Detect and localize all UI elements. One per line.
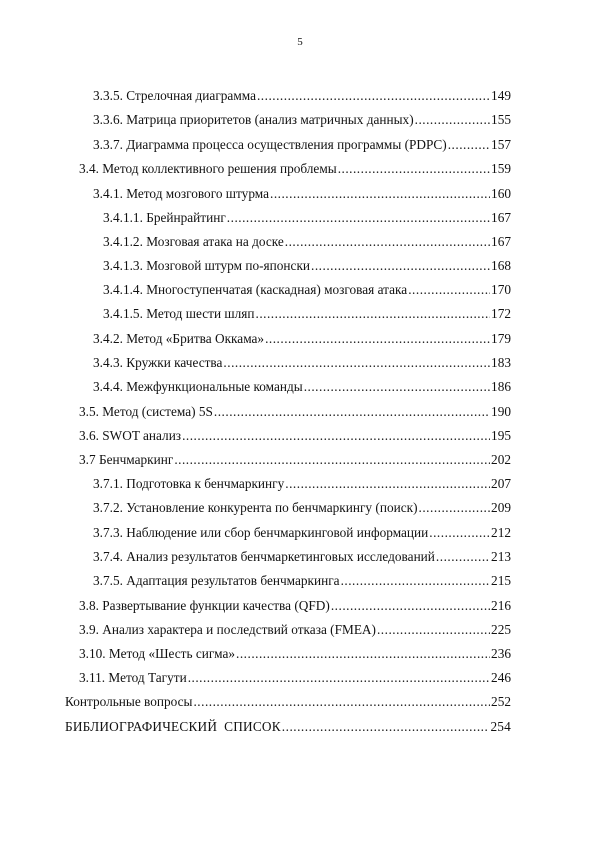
toc-entry-page: 170 (491, 282, 511, 297)
toc-entry[interactable] (103, 210, 511, 226)
toc-entry-title: 3.7.2. Установление конкурента по бенчмаркингу (поиск) (93, 500, 418, 515)
toc-leader (223, 355, 490, 371)
toc-entry-title: 3.7 Бенчмаркинг (79, 452, 174, 467)
toc-entry-title: 3.4. Метод коллективного решения проблемы (79, 161, 337, 176)
toc-leader (338, 161, 490, 177)
toc-entry-page: 160 (491, 186, 511, 201)
toc-entry-title: 3.4.1.1. Брейнрайтинг (103, 210, 226, 225)
toc-leader (341, 573, 490, 589)
toc-entry-page: 157 (491, 137, 511, 152)
toc-entry-page: 252 (491, 694, 511, 709)
toc-entry-title: 3.9. Анализ характера и последствий отказа (FMEA) (79, 622, 376, 637)
toc-entry-title: БИБЛИОГРАФИЧЕСКИЙ СПИСОК (65, 719, 281, 734)
toc-entry-page: 207 (491, 476, 511, 491)
toc-entry-title: 3.4.1.3. Мозговой штурм по-японски (103, 258, 311, 273)
toc-entry[interactable] (93, 573, 511, 589)
toc-entry[interactable] (93, 500, 511, 516)
toc-entry-page: 202 (491, 452, 511, 467)
toc-entry[interactable] (93, 88, 511, 104)
toc-entry-page: 172 (491, 306, 511, 321)
toc-entry-title: 3.4.1.4. Многоступенчатая (каскадная) мозговая атака (103, 282, 408, 297)
toc-leader (377, 622, 490, 638)
toc-leader (174, 452, 490, 468)
toc-entry[interactable] (103, 234, 511, 250)
toc-entry-title: 3.3.5. Стрелочная диаграмма (93, 88, 256, 103)
toc-entry[interactable] (79, 452, 511, 468)
toc-entry[interactable] (79, 670, 511, 686)
toc-entry[interactable] (79, 646, 511, 662)
toc-entry-page: 168 (491, 258, 511, 273)
toc-leader (282, 719, 490, 735)
toc-entry-page: 149 (491, 88, 511, 103)
toc-entry-title: 3.4.1.5. Метод шести шляп (103, 306, 255, 321)
toc-entry[interactable] (93, 379, 511, 395)
page-number: 5 (297, 36, 303, 48)
toc-entry[interactable] (103, 282, 511, 298)
toc-entry-page: 159 (491, 161, 511, 176)
toc-leader (270, 186, 490, 202)
toc-entry[interactable] (79, 404, 511, 420)
toc-entry-title: 3.10. Метод «Шесть сигма» (79, 646, 236, 661)
toc-entry[interactable] (93, 355, 511, 371)
toc-entry-page: 190 (491, 404, 511, 419)
toc-leader (182, 428, 490, 444)
toc-leader (408, 282, 490, 298)
toc-entry-page: 167 (491, 234, 511, 249)
toc-entry-page: 195 (491, 428, 511, 443)
toc-entry-title: 3.4.4. Межфункциональные команды (93, 379, 303, 394)
toc-entry[interactable] (79, 428, 511, 444)
toc-entry-title: 3.7.4. Анализ результатов бенчмаркетинговых исследований (93, 549, 435, 564)
toc-entry[interactable] (93, 549, 511, 565)
toc-entry-page: 236 (491, 646, 511, 661)
toc-entry-page: 216 (491, 598, 511, 613)
toc-entry[interactable] (65, 694, 511, 710)
toc-entry-page: 215 (491, 573, 511, 588)
toc-entry-page: 254 (490, 719, 511, 734)
toc-entry-title: Контрольные вопросы (65, 694, 193, 709)
toc-leader (415, 112, 490, 128)
toc-entry[interactable] (93, 331, 511, 347)
toc-entry[interactable] (93, 476, 511, 492)
toc-leader (193, 694, 490, 710)
toc-entry-title: 3.7.3. Наблюдение или сбор бенчмаркинговой информации (93, 525, 429, 540)
toc-leader (227, 210, 490, 226)
toc-entry-page: 212 (491, 525, 511, 540)
toc-entry-title: 3.4.1.2. Мозговая атака на доске (103, 234, 284, 249)
toc-entry-page: 155 (491, 112, 511, 127)
toc-leader (311, 258, 490, 274)
toc-leader (419, 500, 491, 516)
toc-leader (257, 88, 490, 104)
toc-entry[interactable] (93, 186, 511, 202)
toc-entry-page: 186 (491, 379, 511, 394)
toc-entry-title: 3.4.1. Метод мозгового штурма (93, 186, 269, 201)
toc-leader (436, 549, 490, 565)
toc-leader (188, 670, 490, 686)
toc-entry-page: 246 (491, 670, 511, 685)
toc-leader (256, 306, 491, 322)
toc-entry[interactable] (79, 622, 511, 638)
toc-entry-title: 3.4.2. Метод «Бритва Оккама» (93, 331, 265, 346)
toc-entry-title: 3.4.3. Кружки качества (93, 355, 223, 370)
toc-entry-page: 179 (491, 331, 511, 346)
toc-entry-title: 3.8. Развертывание функции качества (QFD) (79, 598, 330, 613)
toc-entry-page: 225 (491, 622, 511, 637)
toc-entry[interactable] (93, 525, 511, 541)
toc-entry-title: 3.7.1. Подготовка к бенчмаркингу (93, 476, 285, 491)
toc-entry-title: 3.3.6. Матрица приоритетов (анализ матричных данных) (93, 112, 414, 127)
toc-entry-title: 3.11. Метод Тагути (79, 670, 187, 685)
toc-leader (265, 331, 490, 347)
toc-entry[interactable] (93, 137, 511, 153)
toc-entry[interactable] (79, 598, 511, 614)
toc-entry[interactable] (103, 258, 511, 274)
toc-entry[interactable] (103, 306, 511, 322)
toc-leader (236, 646, 490, 662)
toc-entry[interactable] (65, 719, 511, 735)
toc-entry[interactable] (93, 112, 511, 128)
toc-leader (285, 234, 490, 250)
toc-leader (285, 476, 490, 492)
toc-entry-page: 183 (491, 355, 511, 370)
toc-leader (214, 404, 490, 420)
toc-entry-title: 3.3.7. Диаграмма процесса осуществления программы (PDPC) (93, 137, 447, 152)
toc-entry-title: 3.6. SWOT анализ (79, 428, 182, 443)
toc-entry-title: 3.7.5. Адаптация результатов бенчмаркинга (93, 573, 340, 588)
toc-entry-page: 209 (491, 500, 511, 515)
toc-leader (448, 137, 490, 153)
toc-entry-page: 213 (491, 549, 511, 564)
toc-leader (429, 525, 490, 541)
toc-entry-page: 167 (491, 210, 511, 225)
toc-entry[interactable] (79, 161, 511, 177)
toc-entry-title: 3.5. Метод (система) 5S (79, 404, 213, 419)
toc-leader (304, 379, 490, 395)
toc-leader (331, 598, 490, 614)
